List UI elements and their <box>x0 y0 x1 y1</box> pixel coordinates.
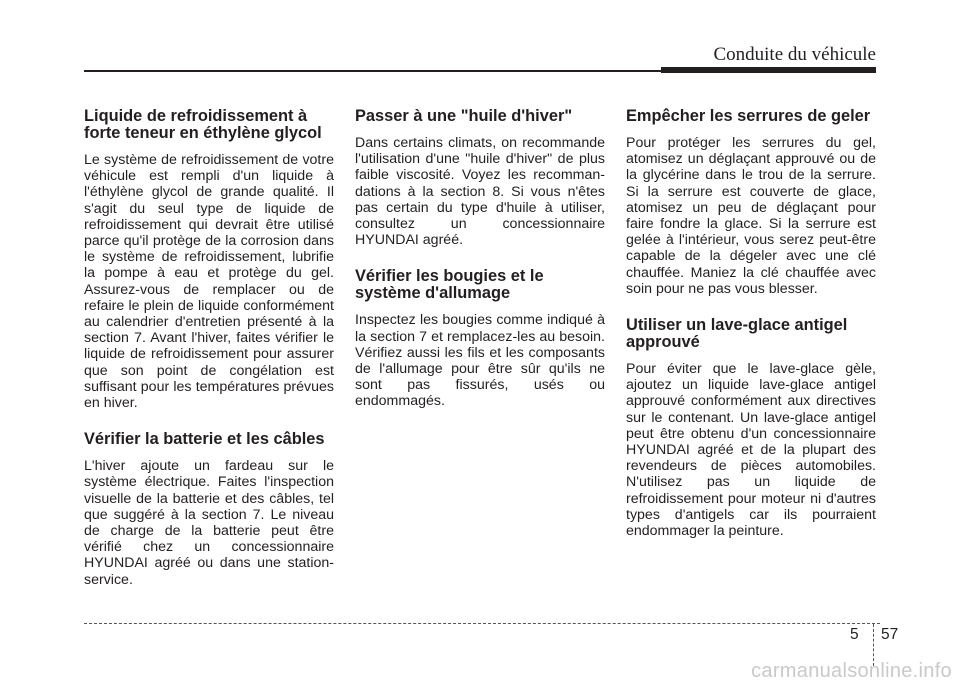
section-body: Inspectez les bougies comme indiqué à la section 7 et remplacez-les au besoin. Vérifiez aussi les fils et les composants de l'allumage pour être sûr qu'ils ne sont pas fissurés, usés ou endommagés. <box>355 312 605 410</box>
footer-rule <box>84 623 880 624</box>
header-rule <box>84 70 661 72</box>
section-body: L'hiver ajoute un fardeau sur le système électrique. Faites l'inspection visuelle de la batterie et des câbles, tel que suggéré à la section 7. Le niveau de charge de la batterie peut être vérifié chez un concessionnaire HYUNDAI agréé ou dans une station-service. <box>84 458 334 588</box>
section-heading: Vérifier la batterie et les câbles <box>84 430 325 449</box>
section-washer-fluid <box>626 317 876 539</box>
section-body: Pour protéger les serrures du gel, atomisez un déglaçant approuvé ou de la glycérine dans le trou de la serrure. Si la serrure est couverte de glace, atomisez un peu de déglaçant pour faire fondre la glace. Si la serrure est gelée à l'intérieur, vous serez peut-être capable de la dégeler avec une clé chauffée. Maniez la clé chauffée avec soin pour ne pas vous blesser. <box>626 135 876 297</box>
watermark: carmanualsonline.info <box>751 660 952 682</box>
section-heading: Empêcher les serrures de geler <box>626 107 871 125</box>
section-winter-oil <box>355 108 605 248</box>
section-coolant <box>84 108 334 411</box>
section-heading: Liquide de refroidissement à forte teneur en éthylène glycol <box>84 107 322 142</box>
section-body: Le système de refroidissement de votre véhicule est rempli d'un liquide à l'éthylène glycol de grande qualité. Il s'agit du seul type de liquide de refroidissement qui devrait être utilisé parce qu'il protège de la corrosion dans le système de refroidissement, lubrifie la pompe à eau et protège du gel. Assurez-vous de remplacer ou de refaire le plein de liquide conformément au calendrier d'entretien présenté à la section 7. Avant l'hiver, faites vérifier le liquide de refroidissement pour assurer que son point de congélation est suffisant pour les températures prévues en hiver. <box>84 152 334 412</box>
chapter-number: 5 <box>850 626 859 643</box>
column-1 <box>84 108 334 608</box>
section-heading: Utiliser un lave-glace antigel approuvé <box>626 316 848 352</box>
section-door-locks <box>626 108 876 297</box>
header-rule-accent <box>661 67 876 73</box>
section-body: Dans certains climats, on recommande l'utilisation d'une "huile d'hiver" de plus faible viscosité. Voyez les recomman-dations à la section 8. Si vous n'êtes pas certain du type d'huile à utiliser, consultez un concessionnaire HYUNDAI agréé. <box>355 135 605 249</box>
page-number: 57 <box>881 626 899 643</box>
section-spark-plugs <box>355 268 605 409</box>
section-heading: Passer à une "huile d'hiver" <box>355 107 573 125</box>
column-2 <box>355 108 605 430</box>
column-3 <box>626 108 876 559</box>
section-body: Pour éviter que le lave-glace gèle, ajoutez un liquide lave-glace antigel approuvé conformément aux directives sur le contenant. Un lave-glace antigel peut être obtenu d'un concessionnaire HYUNDAI agréé et de la plupart des revendeurs de pièces automobiles. N'utilisez pas un liquide de refroidissement pour moteur ni d'autres types d'antigels car ils pourraient endommager la peinture. <box>626 361 876 540</box>
section-heading: Vérifier les bougies et le système d'allumage <box>355 267 544 303</box>
section-battery <box>84 431 334 588</box>
running-header: Conduite du véhicule <box>713 44 876 65</box>
